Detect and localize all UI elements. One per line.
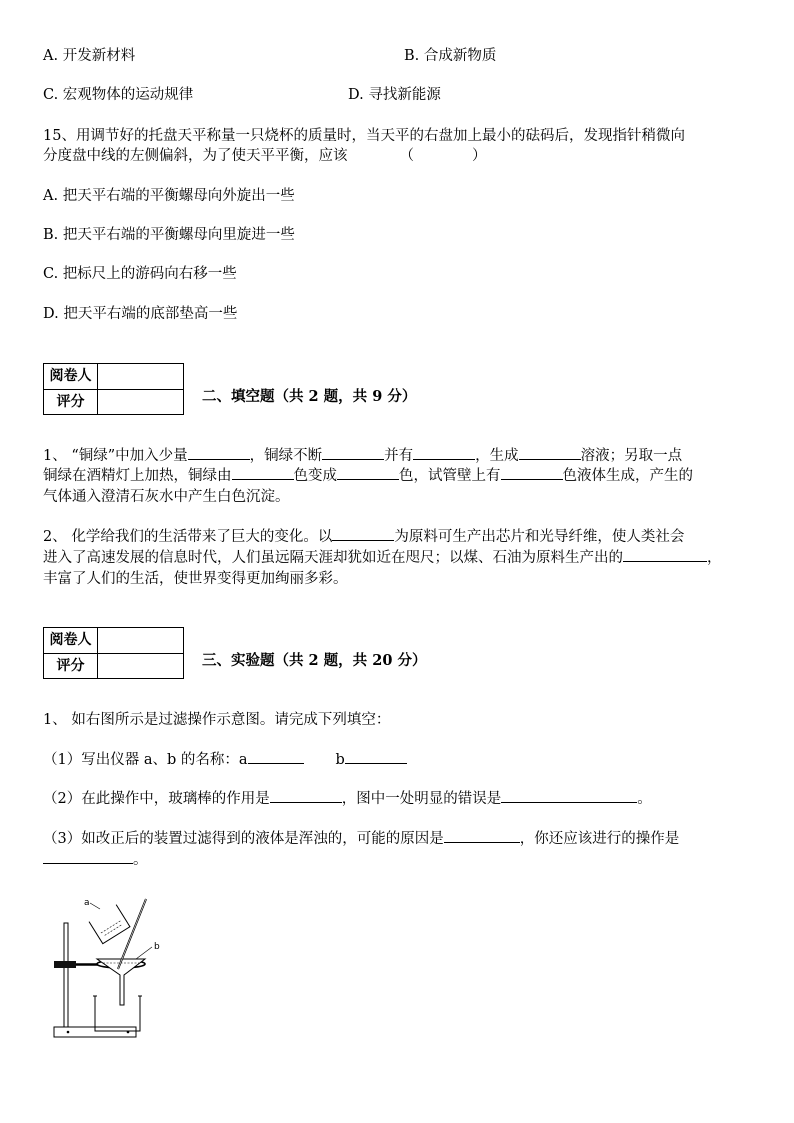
text: 溶液；另取一点 <box>580 448 683 464</box>
section-title-fill-blank: 二、填空题（共 2 题，共 9 分） <box>202 388 417 405</box>
blank[interactable] <box>337 465 399 480</box>
text: b <box>335 752 345 768</box>
label-a: a <box>84 898 90 908</box>
blank[interactable] <box>332 526 394 541</box>
exp-sub3 <box>43 828 679 849</box>
blank[interactable] <box>444 828 520 843</box>
q15-stem-text: 分度盘中线的左侧偏斜，为了使天平平衡，应该 <box>43 148 348 164</box>
q15-stem-line1: 15、用调节好的托盘天平称量一只烧杯的质量时，当天平的右盘加上最小的砝码后，发现指针稍微向 <box>43 128 685 144</box>
blank[interactable] <box>188 445 250 460</box>
text: 。 <box>133 852 148 868</box>
fill-q2-line2 <box>43 547 722 568</box>
text: ，图中一处明显的错误是 <box>341 791 502 807</box>
score-label: 评分 <box>44 390 98 415</box>
reviewer-label: 阅卷人 <box>44 628 98 653</box>
text: 为原料可生产出芯片和光导纤维，使人类社会 <box>394 529 685 545</box>
text: 色，试管壁上有 <box>399 468 501 484</box>
text: ， <box>707 550 722 566</box>
section-title-experiment: 三、实验题（共 2 题，共 20 分） <box>202 652 427 669</box>
label-b: b <box>154 942 160 952</box>
option-c: C. 宏观物体的运动规律 <box>43 87 194 103</box>
fill-q1-line2 <box>43 465 693 486</box>
text: 1、 “铜绿”中加入少量 <box>43 448 188 464</box>
reviewer-label: 阅卷人 <box>44 364 98 389</box>
blank[interactable] <box>501 465 563 480</box>
text: 进入了高速发展的信息时代，人们虽远隔天涯却犹如近在咫尺；以煤、石油为原料生产出的 <box>43 550 623 566</box>
fill-q1-line1 <box>43 445 682 466</box>
fill-q2-line1 <box>43 526 684 547</box>
funnel <box>97 959 145 1005</box>
beaker <box>95 996 140 1031</box>
base-dot <box>67 1031 70 1034</box>
q15-option-b: B. 把天平右端的平衡螺母向里旋进一些 <box>43 227 295 243</box>
text: 铜绿在酒精灯上加热，铜绿由 <box>43 468 232 484</box>
blank[interactable] <box>623 547 707 562</box>
text: 色液体生成，产生的 <box>562 468 693 484</box>
text: 2、 化学给我们的生活带来了巨大的变化。以 <box>43 529 333 545</box>
option-d: D. 寻找新能源 <box>348 87 441 103</box>
text: ，生成 <box>475 448 519 464</box>
exp-q1-intro: 1、 如右图所示是过滤操作示意图。请完成下列填空： <box>43 712 391 728</box>
blank[interactable] <box>322 445 384 460</box>
blank[interactable] <box>345 749 407 764</box>
exp-sub1 <box>43 749 407 770</box>
text: 。 <box>637 791 652 807</box>
q15-option-d: D. 把天平右端的底部垫高一些 <box>43 306 238 322</box>
q15-option-c: C. 把标尺上的游码向右移一些 <box>43 266 237 282</box>
text: 色变成 <box>293 468 337 484</box>
clamp <box>54 961 76 968</box>
answer-paren: （ ） <box>399 148 487 164</box>
blank[interactable] <box>270 788 342 803</box>
q15-stem-line2 <box>43 146 487 166</box>
blank[interactable] <box>413 445 475 460</box>
q15-option-a: A. 把天平右端的平衡螺母向外旋出一些 <box>43 188 295 204</box>
score-label: 评分 <box>44 654 98 679</box>
filtration-apparatus-diagram <box>48 893 188 1043</box>
blank[interactable] <box>248 749 304 764</box>
text: ，你还应该进行的操作是 <box>519 831 680 847</box>
fill-q2-line3: 丰富了人们的生活，使世界变得更加绚丽多彩。 <box>43 571 348 587</box>
score-box <box>43 363 184 415</box>
exp-sub2 <box>43 788 652 809</box>
option-a: A. 开发新材料 <box>43 48 136 64</box>
blank[interactable] <box>232 465 294 480</box>
blank[interactable] <box>519 445 581 460</box>
text: （1）写出仪器 a、b 的名称：a <box>43 752 248 768</box>
pouring-beaker <box>89 905 130 944</box>
stand-rod <box>64 923 68 1027</box>
score-box <box>43 627 184 679</box>
blank[interactable] <box>501 788 637 803</box>
fill-q1-line3: 气体通入澄清石灰水中产生白色沉淀。 <box>43 489 290 505</box>
text: （2）在此操作中，玻璃棒的作用是 <box>43 791 270 807</box>
option-b: B. 合成新物质 <box>404 48 497 64</box>
blank[interactable] <box>43 849 133 864</box>
exp-sub3-end <box>43 849 148 870</box>
text: （3）如改正后的装置过滤得到的液体是浑浊的，可能的原因是 <box>43 831 444 847</box>
text: ，铜绿不断 <box>249 448 323 464</box>
text: 并有 <box>384 448 414 464</box>
